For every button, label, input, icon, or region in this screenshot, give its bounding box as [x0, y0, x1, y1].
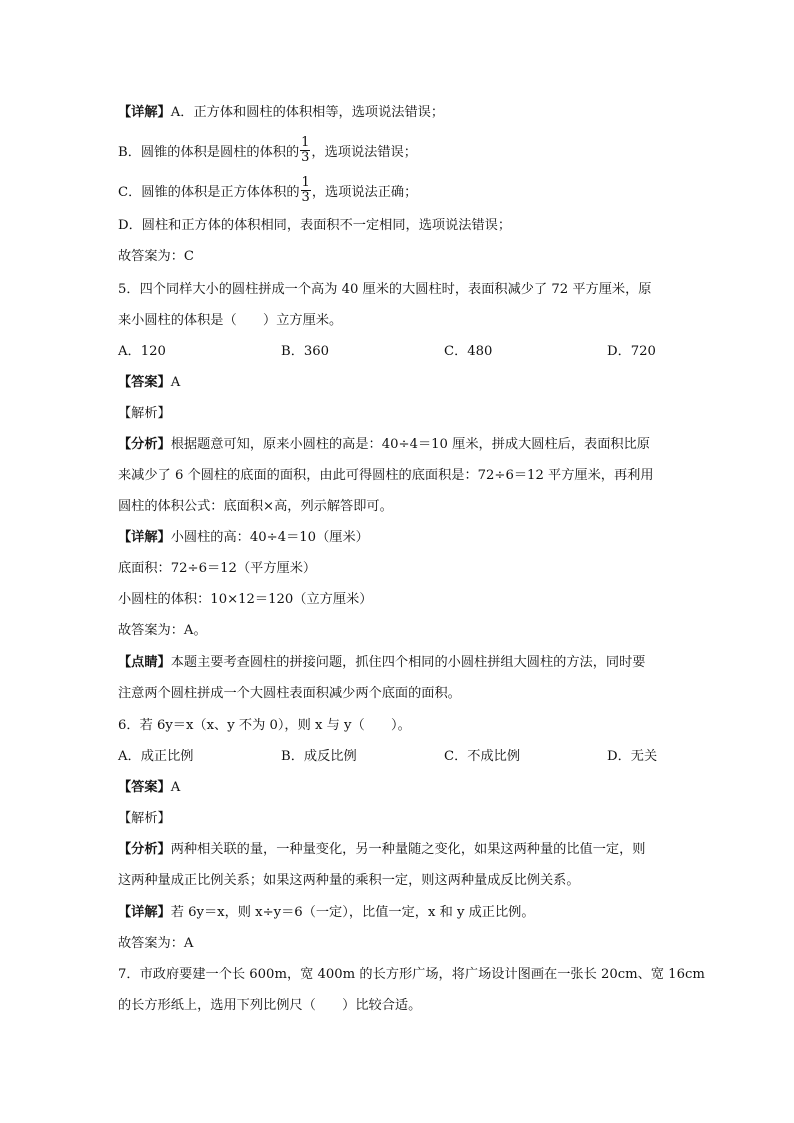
- fraction-numerator: 1: [301, 135, 310, 150]
- q5-final-answer: 故答案为：A。: [118, 623, 207, 638]
- fenxi-text: 根据题意可知，原来小圆柱的高是：40÷4＝10 厘米，拼成大圆柱后，表面积比原: [170, 437, 650, 452]
- q6-option-d: D．无关: [607, 749, 658, 764]
- q4-detail-d: D．圆柱和正方体的体积相同，表面积不一定相同，选项说法错误；: [118, 218, 512, 233]
- q5-answer: [118, 373, 678, 393]
- detail-tag: 【详解】: [118, 530, 171, 545]
- q4-detail-c: [118, 175, 678, 207]
- dianjing-tag: 【点睛】: [118, 655, 171, 670]
- detail-tag: 【详解】: [118, 905, 171, 920]
- q6-options: [118, 747, 678, 767]
- fraction-numerator: 1: [301, 175, 310, 190]
- q5-stem-line-1: 5．四个同样大小的圆柱拼成一个高为 40 厘米的大圆柱时，表面积减少了 72 平方厘米，原: [118, 282, 652, 297]
- q5-detail-line-1: [118, 528, 678, 548]
- fraction-denominator: 3: [301, 150, 310, 165]
- q5-option-a: A．120: [118, 344, 166, 359]
- q7-stem-line-2: 的长方形纸上，选用下列比例尺（ ）比较合适。: [118, 998, 422, 1013]
- detail-text: 若 6y＝x，则 x÷y＝6（一定），比值一定，x 和 y 成正比例。: [170, 905, 535, 920]
- q4-option-c-post: ，选项说法正确；: [311, 185, 418, 200]
- detail-tag: 【详解】: [118, 105, 171, 120]
- answer-tag: 【答案】: [118, 780, 171, 795]
- q6-option-b: B．成反比例: [281, 749, 357, 764]
- dianjing-text: 本题主要考查圆柱的拼接问题，抓住四个相同的小圆柱拼组大圆柱的方法，同时要: [170, 655, 646, 670]
- q6-answer: [118, 778, 678, 798]
- q6-fenxi-line-1: [118, 840, 678, 860]
- q6-option-a: A．成正比例: [118, 749, 194, 764]
- q5-option-d: D．720: [607, 344, 656, 359]
- q4-option-c-pre: C．圆锥的体积是正方体体积的: [118, 185, 300, 200]
- answer-value: A: [170, 375, 181, 390]
- q4-detail-a: [118, 103, 678, 123]
- q5-option-c: C．480: [444, 344, 493, 359]
- q6-fenxi-line-2: 这两种量成正比例关系；如果这两种量的乘积一定，则这两种量成反比例关系。: [118, 873, 580, 888]
- q4-answer: 故答案为：C: [118, 249, 195, 264]
- fraction-one-third: [300, 136, 310, 165]
- q6-analysis-tag: 【解析】: [118, 811, 171, 826]
- q5-fenxi-line-2: 来减少了 6 个圆柱的底面的面积，由此可得圆柱的底面积是：72÷6＝12 平方厘米，再利用: [118, 468, 654, 483]
- q5-fenxi-line-3: 圆柱的体积公式：底面积×高，列示解答即可。: [118, 499, 393, 514]
- fenxi-tag: 【分析】: [118, 842, 171, 857]
- q5-analysis-tag: 【解析】: [118, 406, 171, 421]
- q4-option-b-pre: B．圆锥的体积是圆柱的体积的: [118, 145, 300, 160]
- q5-dianjing-line-2: 注意两个圆柱拼成一个大圆柱表面积减少两个底面的面积。: [118, 686, 461, 701]
- q7-stem-line-1: 7．市政府要建一个长 600m，宽 400m 的长方形广场，将广场设计图画在一张长 20cm、宽 16cm: [118, 967, 705, 982]
- answer-value: A: [170, 780, 181, 795]
- q6-detail-line-1: [118, 903, 678, 923]
- q5-detail-line-2: 底面积：72÷6＝12（平方厘米）: [118, 561, 317, 576]
- fenxi-text: 两种相关联的量，一种量变化，另一种量随之变化，如果这两种量的比值一定，则: [170, 842, 646, 857]
- q5-option-b: B．360: [281, 344, 330, 359]
- q5-stem-line-2: 来小圆柱的体积是（ ）立方厘米。: [118, 313, 343, 328]
- q5-dianjing-line-1: [118, 653, 678, 673]
- detail-text: 小圆柱的高：40÷4＝10（厘米）: [170, 530, 369, 545]
- answer-tag: 【答案】: [118, 375, 171, 390]
- fenxi-tag: 【分析】: [118, 437, 171, 452]
- q4-detail-b: [118, 135, 678, 167]
- q4-option-b-post: ，选项说法错误；: [311, 145, 417, 160]
- q6-stem: 6．若 6y＝x（x、y 不为 0），则 x 与 y（ ）。: [118, 718, 411, 733]
- q6-option-c: C．不成比例: [444, 749, 521, 764]
- q4-option-a-text: A．正方体和圆柱的体积相等，选项说法错误；: [170, 105, 445, 120]
- q5-fenxi-line-1: [118, 435, 678, 455]
- q5-options: [118, 342, 678, 362]
- q6-final-answer: 故答案为：A: [118, 936, 194, 951]
- q5-detail-line-3: 小圆柱的体积：10×12＝120（立方厘米）: [118, 592, 373, 607]
- fraction-one-third: [301, 176, 311, 205]
- fraction-denominator: 3: [301, 190, 310, 205]
